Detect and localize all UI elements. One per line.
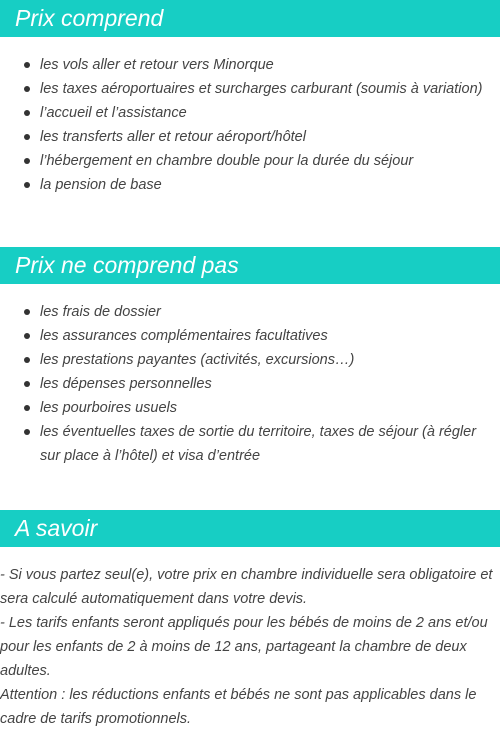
list-item: les taxes aéroportuaires et surcharges carburant (soumis à variation) <box>24 77 490 101</box>
list-item: les prestations payantes (activités, excursions…) <box>24 348 490 372</box>
not-included-list <box>0 300 500 468</box>
list-item: l’hébergement en chambre double pour la durée du séjour <box>24 149 490 173</box>
list-item: les dépenses personnelles <box>24 372 490 396</box>
list-item: les transferts aller et retour aéroport/hôtel <box>24 125 490 149</box>
list-item: les frais de dossier <box>24 300 490 324</box>
list-item: la pension de base <box>24 173 490 197</box>
list-item: les vols aller et retour vers Minorque <box>24 53 490 77</box>
section-header-a-savoir: A savoir <box>0 510 500 547</box>
info-paragraph: Attention : les réductions enfants et bébés ne sont pas applicables dans le cadre de tarifs promotionnels. <box>0 687 477 727</box>
a-savoir-content <box>0 563 500 731</box>
list-item: l’accueil et l’assistance <box>24 101 490 125</box>
included-list <box>0 53 500 197</box>
section-header-prix-comprend: Prix comprend <box>0 0 500 37</box>
info-paragraph: - Si vous partez seul(e), votre prix en chambre individuelle sera obligatoire et sera calculé automatiquement dans votre devis. <box>0 567 493 607</box>
list-item: les pourboires usuels <box>24 396 490 420</box>
section-header-prix-ne-comprend-pas: Prix ne comprend pas <box>0 247 500 284</box>
info-paragraph: - Les tarifs enfants seront appliqués pour les bébés de moins de 2 ans et/ou pour les enfants de 2 à moins de 12 ans, partageant la chambre de deux adultes. <box>0 615 488 679</box>
list-item: les assurances complémentaires facultatives <box>24 324 490 348</box>
list-item: les éventuelles taxes de sortie du territoire, taxes de séjour (à régler sur place à l’hôtel) et visa d’entrée <box>24 420 490 468</box>
